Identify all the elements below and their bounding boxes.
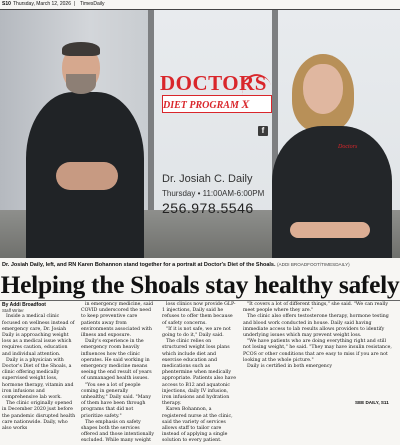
headline: Helping the Shoals stay healthy safely xyxy=(0,270,400,299)
byline: By Addi Broadfoot xyxy=(2,302,46,308)
byline-role: Staff Writer xyxy=(2,308,24,314)
paragraph: in emergency medicine, said COVID underscored the need to keep preventive care patients away from environments associated with illness and exposure. xyxy=(81,302,154,339)
page-header xyxy=(0,0,400,10)
paragraph: Inside a medical clinic focused on wellness instead of emergency care, Dr. Josiah Daily is approaching weight loss as a medical issue which requires caution, education and individual attention. xyxy=(2,314,75,357)
paragraph: Karen Bohannon, a registered nurse at the clinic, said the variety of services allows staff to tailor care instead of applying a single solution to every patient. xyxy=(162,407,233,444)
facebook-icon: f xyxy=(258,126,268,136)
paragraph: The emphasis on safety shapes both the services offered and those intentionally excluded. While many weight xyxy=(81,419,154,444)
photo-caption xyxy=(2,260,398,270)
header-separator: | xyxy=(74,1,76,7)
feature-photo xyxy=(0,10,400,258)
divider xyxy=(0,300,400,301)
paper-name: TimesDaily xyxy=(80,1,105,7)
page-date: Thursday, March 12, 2026 xyxy=(13,1,71,7)
paragraph: "If it is not safe, we are not going to do it," Daily said. xyxy=(162,326,231,339)
paragraph: Daily's experience in the emergency room heavily influences how the clinic operates. He said working in emergency medicine means seeing the end result of years of unmanaged health issues. xyxy=(81,339,152,382)
shirt-logo: Doctors xyxy=(338,144,358,150)
jump-line: SEE DAILY, S11 xyxy=(355,400,389,405)
paragraph: The clinic originally opened in December 2020 just before the pandemic disrupted health care nationwide. Daily, who also works xyxy=(2,401,76,432)
paragraph: The clinic relies on structured weight loss plans which include diet and exercise education and medications such as phentermine when medically appropriate. Patients also have access to B12 and aquatonic injections, daily IV infusion, iron infusions and hydration therapy. xyxy=(162,339,236,407)
page-number: S10 xyxy=(2,1,11,7)
photo-person-doctor xyxy=(26,42,148,258)
article-column-2 xyxy=(81,302,155,444)
door-hours: Thursday • 11:00AM-6:00PM xyxy=(162,189,265,198)
paragraph: Daily is a physician with Doctor's Diet of the Shoals, a clinic offering medically supervised weight loss, hormone therapy, vitamin and iron infusions and comprehensive lab work. xyxy=(2,357,74,401)
paragraph: The clinic also offers testosterone therapy, hormone testing and blood work conducted in house. Daily said having immediate access to lab results allows providers to identify underlying issues which may prevent weight loss. xyxy=(243,314,389,339)
sign-bottom-text: DIET PROGRAM X xyxy=(162,95,272,113)
paragraph: "You see a lot of people coming in generally unhealthy," Daily said. "Many of them have been through programs that did not prioritize safety." xyxy=(81,382,151,419)
article-column-4 xyxy=(243,302,395,406)
door-phone: 256.978.5546 xyxy=(162,200,254,216)
photo-person-nurse xyxy=(268,54,396,258)
photo-credit: (ADDI BROADFOOT/TIMESDAILY) xyxy=(277,262,350,267)
article-column-3 xyxy=(162,302,236,444)
paragraph: Daily is certified in both emergency xyxy=(247,364,333,370)
sign-mark: X xyxy=(241,97,250,111)
caption-text: Dr. Josiah Daily, left, and RN Karen Bohannon stand together for a portrait at Doctor's Diet of the Shoals. xyxy=(2,262,276,268)
door-name: Dr. Josiah C. Daily xyxy=(162,173,253,185)
paragraph: loss clinics now provide GLP-1 injections, Daily said he refuses to offer them because of safety concerns. xyxy=(162,302,236,326)
paragraph: "We have patients who are doing everything right and still not losing weight," he said. "They may have insulin resistance, PCOS or other conditions that are easy to miss if you are not looking at the whole picture." xyxy=(243,339,392,363)
sign-top-text: DOCTORS xyxy=(160,71,267,95)
paragraph: "It covers a lot of different things," she said. "We can really meet people where they are." xyxy=(243,302,388,314)
article-column-1 xyxy=(2,302,76,432)
